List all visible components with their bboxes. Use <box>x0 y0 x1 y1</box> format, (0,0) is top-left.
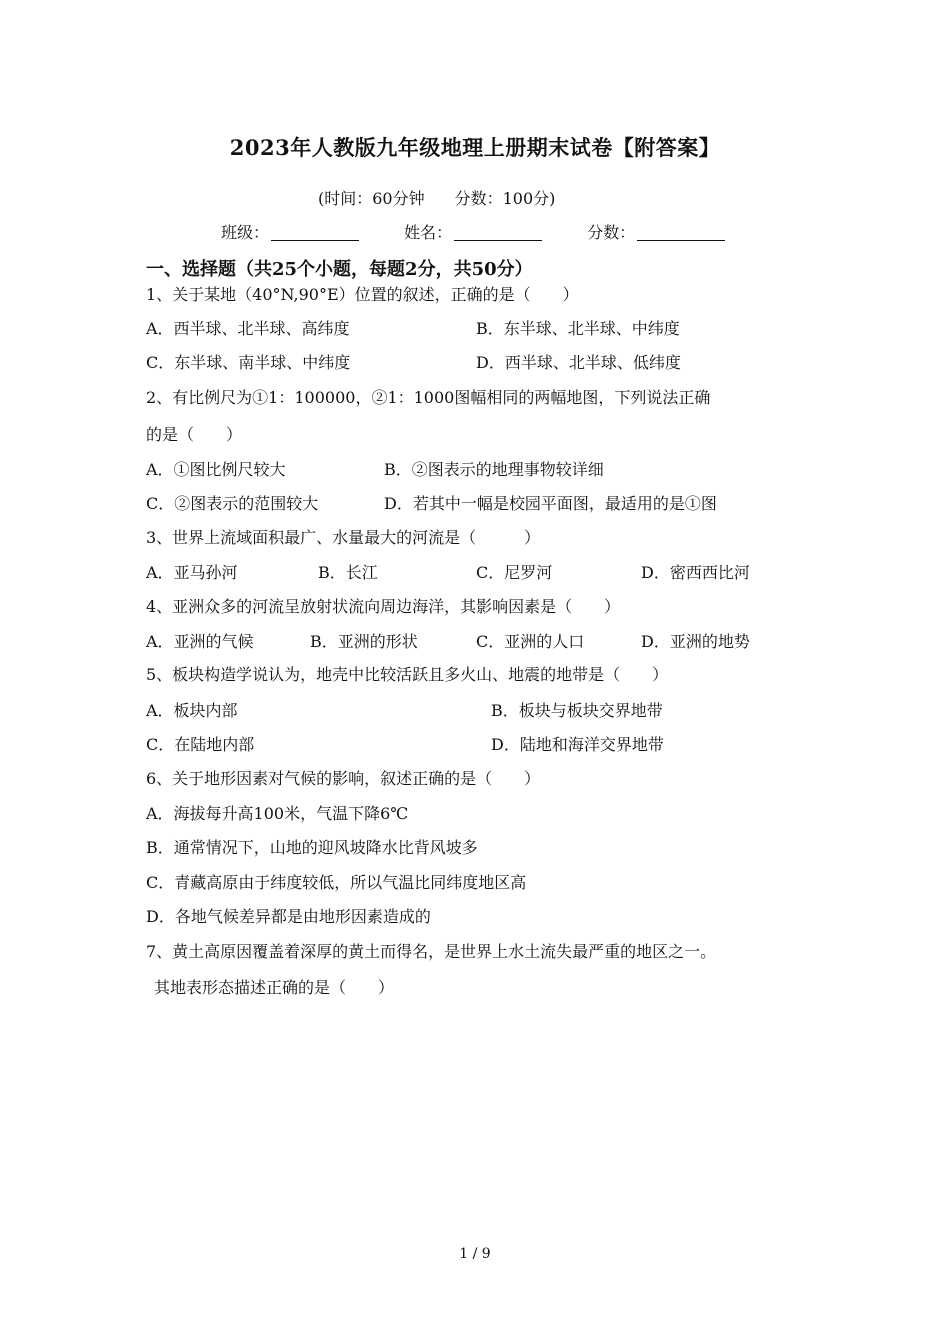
question-6-option-d: D．各地气候差异都是由地形因素造成的 <box>146 907 431 926</box>
class-label: 班级： <box>221 223 270 242</box>
question-6-stem: 6、关于地形因素对气候的影响，叙述正确的是（ ） <box>146 769 541 788</box>
question-2-option-a: A．①图比例尺较大 <box>146 460 286 479</box>
question-1-option-c: C．东半球、南半球、中纬度 <box>146 353 351 372</box>
question-3-option-b: B．长江 <box>318 563 378 582</box>
page-number: 1 / 9 <box>459 1246 491 1262</box>
question-5-option-b: B．板块与板块交界地带 <box>491 701 663 720</box>
student-info-fields <box>221 220 765 243</box>
question-1-option-d: D．西半球、北半球、低纬度 <box>476 353 681 372</box>
question-2-option-b: B．②图表示的地理事物较详细 <box>384 460 604 479</box>
question-5-stem: 5、板块构造学说认为，地壳中比较活跃且多火山、地震的地带是（ ） <box>146 665 669 684</box>
question-3-option-d: D．密西西比河 <box>641 563 750 582</box>
exam-total-score: 分数：100分) <box>454 189 556 208</box>
name-field <box>404 220 542 243</box>
score-blank <box>637 224 725 241</box>
name-blank <box>454 224 542 241</box>
question-5-option-d: D．陆地和海洋交界地带 <box>491 735 664 754</box>
question-5-option-c: C．在陆地内部 <box>146 735 255 754</box>
class-blank <box>271 224 359 241</box>
question-2-option-d: D．若其中一幅是校园平面图，最适用的是①图 <box>384 494 717 513</box>
question-6-option-b: B．通常情况下，山地的迎风坡降水比背风坡多 <box>146 838 478 857</box>
page-title: 2023年人教版九年级地理上册期末试卷【附答案】 <box>229 135 721 160</box>
question-6-option-c: C．青藏高原由于纬度较低，所以气温比同纬度地区高 <box>146 873 527 892</box>
name-label: 姓名： <box>404 223 453 242</box>
question-4-option-c: C．亚洲的人口 <box>476 632 585 651</box>
exam-time: (时间：60分钟 <box>318 189 425 208</box>
question-4-option-b: B．亚洲的形状 <box>310 632 418 651</box>
question-5-option-a: A．板块内部 <box>146 701 238 720</box>
question-3-option-c: C．尼罗河 <box>476 563 553 582</box>
question-2-stem-cont: 的是（ ） <box>146 425 243 444</box>
question-2-stem: 2、有比例尺为①1：100000，②1：1000图幅相同的两幅地图，下列说法正确 <box>146 388 711 407</box>
score-field <box>587 220 725 243</box>
question-6-option-a: A．海拔每升高100米，气温下降6℃ <box>146 804 409 823</box>
question-4-option-a: A．亚洲的气候 <box>146 632 254 651</box>
question-4-stem: 4、亚洲众多的河流呈放射状流向周边海洋，其影响因素是（ ） <box>146 597 621 616</box>
class-field <box>221 220 359 243</box>
question-7-stem: 7、黄土高原因覆盖着深厚的黄土而得名，是世界上水土流失最严重的地区之一。 <box>146 942 717 961</box>
question-1-option-a: A．西半球、北半球、高纬度 <box>146 319 350 338</box>
question-7-stem-cont: 其地表形态描述正确的是（ ） <box>154 978 395 997</box>
exam-meta <box>318 186 555 209</box>
question-3-stem: 3、世界上流域面积最广、水量最大的河流是（ ） <box>146 528 541 547</box>
question-1-stem: 1、关于某地（40°N,90°E）位置的叙述，正确的是（ ） <box>146 285 579 304</box>
question-4-option-d: D．亚洲的地势 <box>641 632 750 651</box>
question-2-option-c: C．②图表示的范围较大 <box>146 494 319 513</box>
section-heading: 一、选择题（共25个小题，每题2分，共50分） <box>146 259 533 280</box>
score-label: 分数： <box>587 223 636 242</box>
question-1-option-b: B．东半球、北半球、中纬度 <box>476 319 680 338</box>
question-3-option-a: A．亚马孙河 <box>146 563 238 582</box>
